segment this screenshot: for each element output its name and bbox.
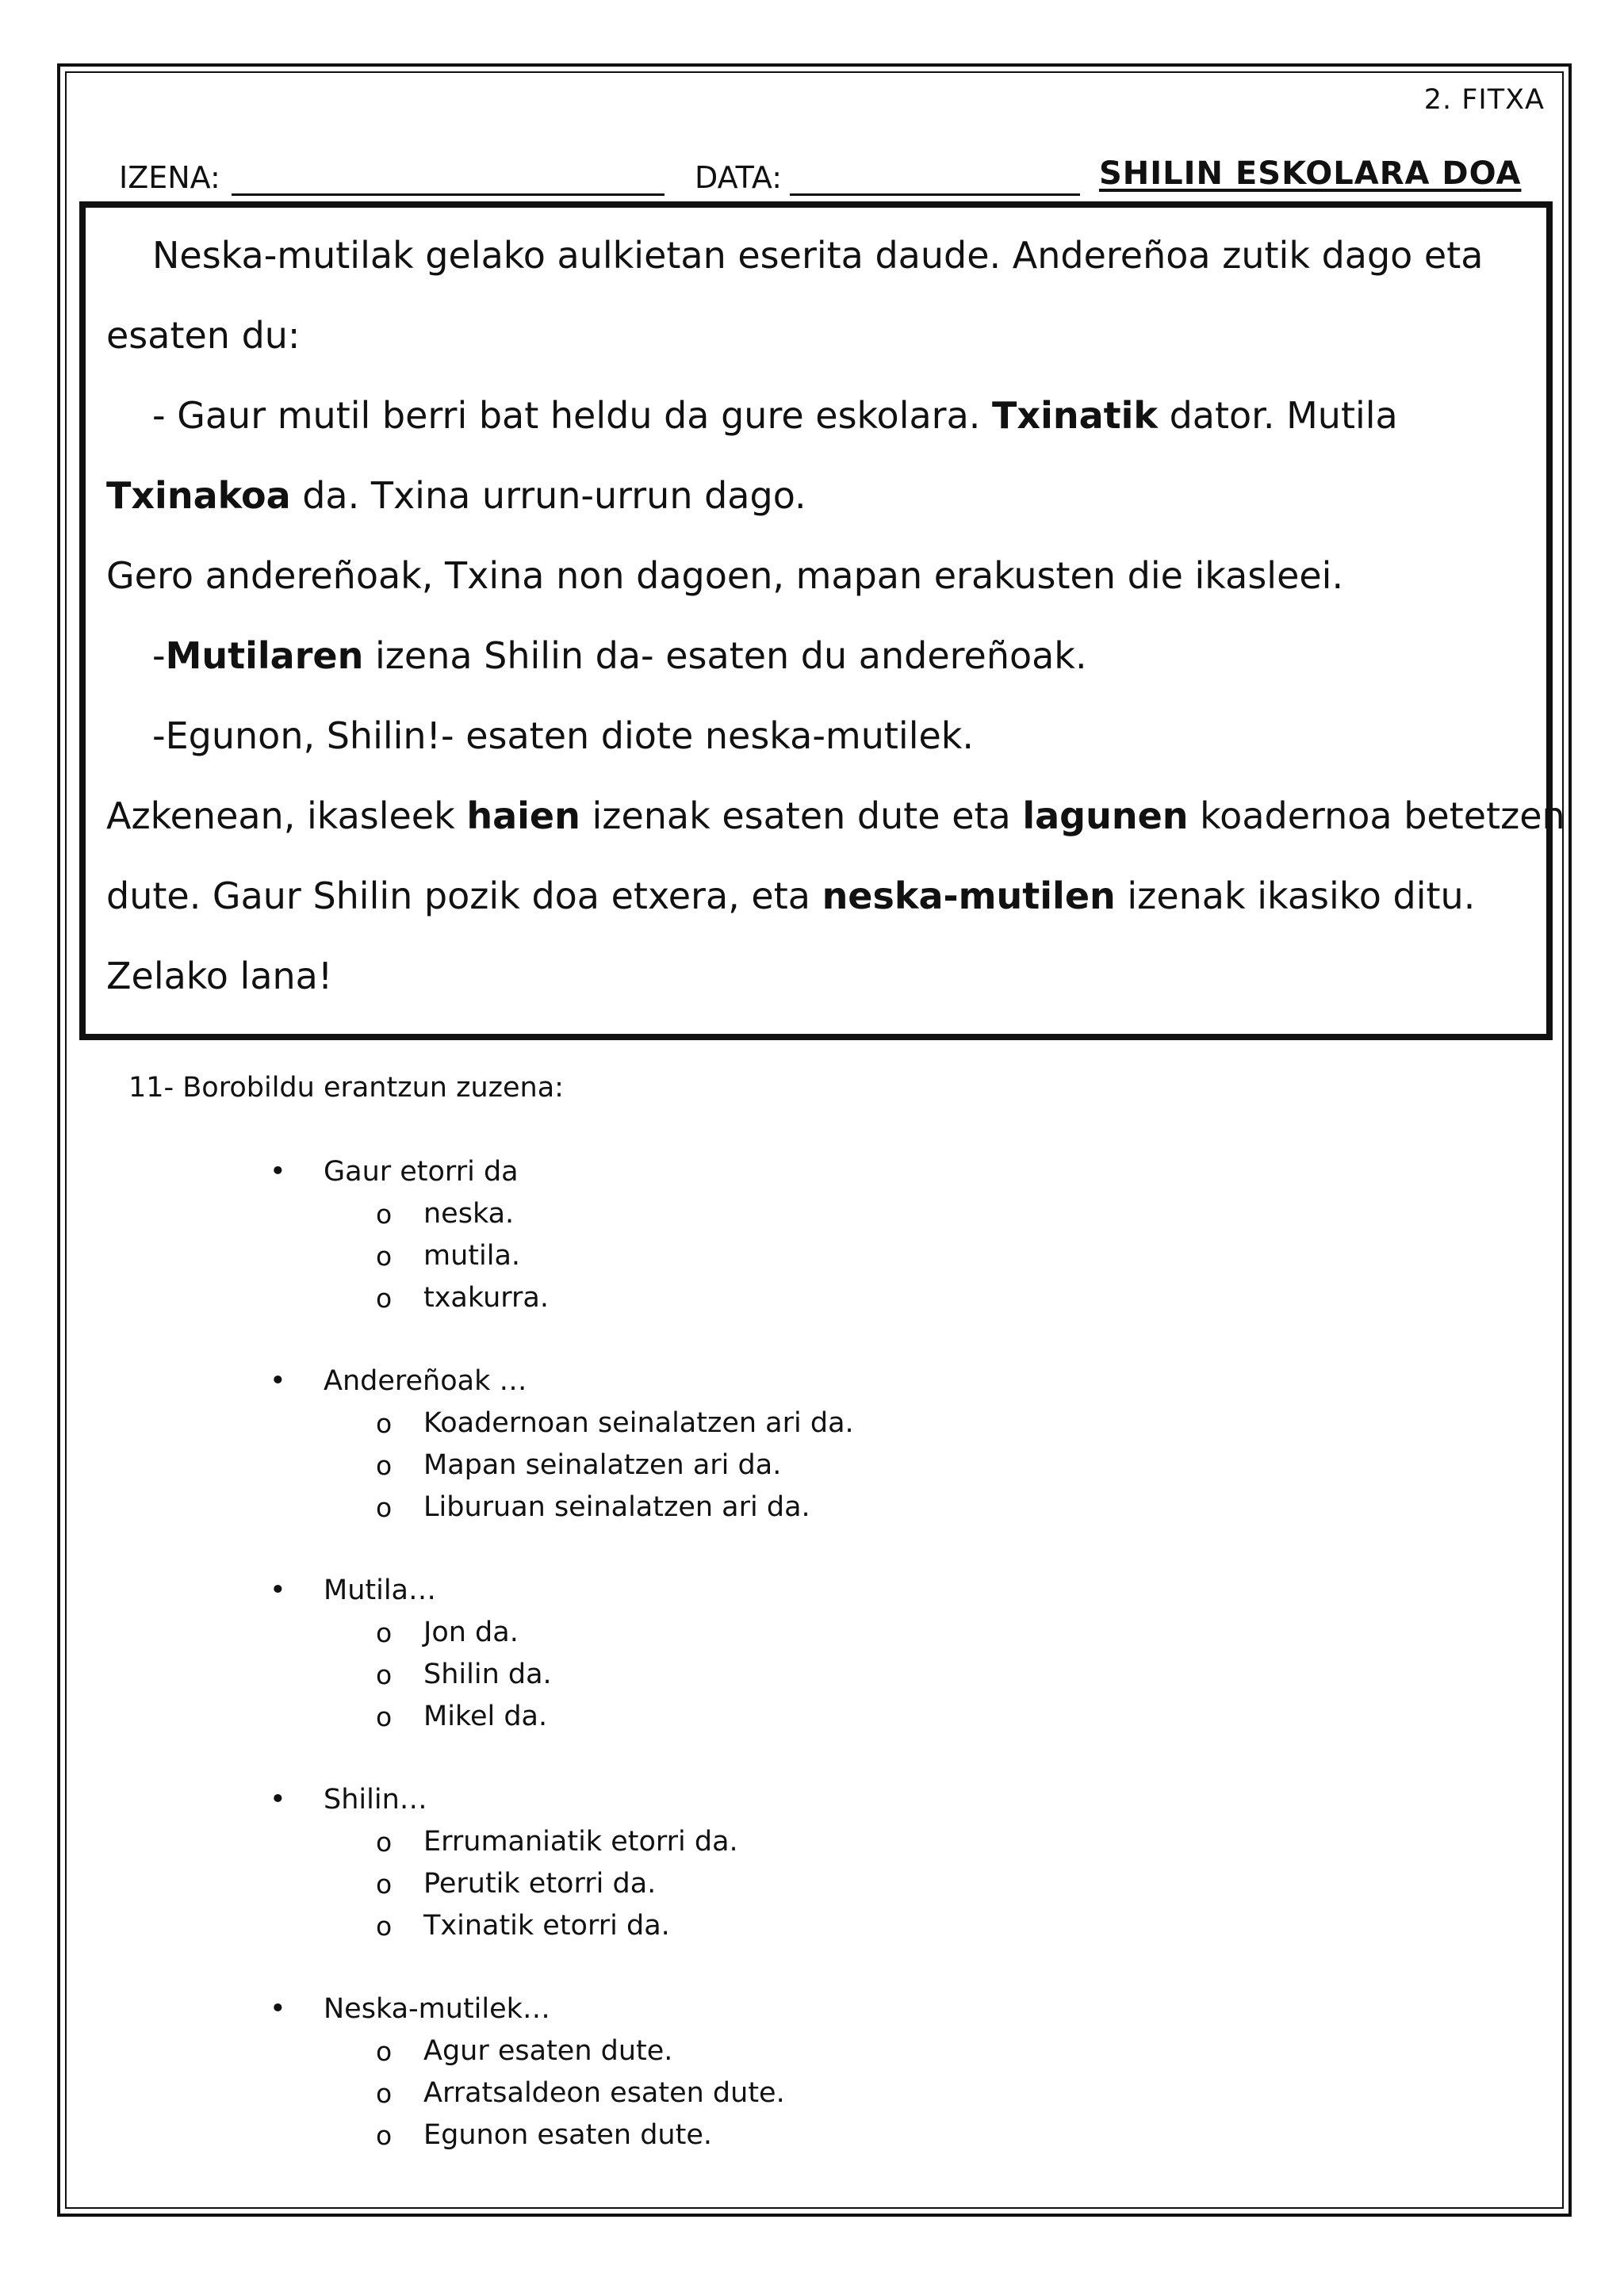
circle-option-icon: o [376, 1241, 393, 1272]
circle-option-icon: o [376, 1911, 393, 1942]
circle-option-icon: o [376, 2078, 393, 2109]
circle-option-icon: o [376, 1869, 393, 1900]
question-prompt: Neska-mutilek… [324, 1993, 550, 2025]
bullet-icon: • [270, 1993, 286, 2025]
exercise-title: 11- Borobildu erantzun zuzena: [128, 1072, 564, 1104]
bullet-icon: • [270, 1575, 286, 1606]
reading-line: - Gaur mutil berri bat heldu da gure eskolara. Txinatik dator. Mutila [152, 394, 1398, 437]
name-blank-line[interactable] [232, 193, 665, 196]
circle-option-icon: o [376, 1701, 393, 1732]
bullet-icon: • [270, 1365, 286, 1397]
worksheet-title: SHILIN ESKOLARA DOA [1099, 155, 1522, 192]
reading-line: Txinakoa da. Txina urrun-urrun dago. [106, 474, 806, 517]
circle-option-icon: o [376, 1283, 393, 1314]
circle-option-icon: o [376, 1617, 393, 1648]
circle-option-icon: o [376, 1450, 393, 1481]
question-prompt: Gaur etorri da [324, 1156, 519, 1188]
reading-line: Gero andereñoak, Txina non dagoen, mapan erakusten die ikasleei. [106, 554, 1344, 597]
circle-option-icon: o [376, 1492, 393, 1523]
circle-option-icon: o [376, 1827, 393, 1858]
question-prompt: Shilin… [324, 1784, 427, 1816]
bullet-icon: • [270, 1784, 286, 1816]
circle-option-icon: o [376, 2120, 393, 2151]
circle-option-icon: o [376, 2036, 393, 2067]
date-label: DATA: [695, 160, 783, 195]
reading-line: Neska-mutilak gelako aulkietan eserita daude. Andereñoa zutik dago eta [152, 234, 1484, 277]
reading-text [106, 216, 1565, 1016]
question-prompt: Mutila… [324, 1575, 436, 1606]
reading-line: dute. Gaur Shilin pozik doa etxera, eta neska-mutilen izenak ikasiko ditu. [106, 874, 1476, 917]
reading-line: esaten du: [106, 314, 301, 357]
worksheet-number: 2. FITXA [1423, 84, 1545, 116]
reading-line: -Egunon, Shilin!- esaten diote neska-mutilek. [152, 714, 975, 757]
circle-option-icon: o [376, 1408, 393, 1439]
reading-line: Zelako lana! [106, 955, 333, 997]
date-blank-line[interactable] [790, 193, 1080, 196]
circle-option-icon: o [376, 1199, 393, 1230]
name-label: IZENA: [119, 160, 220, 195]
circle-option-icon: o [376, 1659, 393, 1690]
reading-line: -Mutilaren izena Shilin da- esaten du andereñoak. [152, 634, 1087, 677]
reading-line: Azkenean, ikasleek haien izenak esaten dute eta lagunen koadernoa betetzen [106, 794, 1565, 837]
bullet-icon: • [270, 1156, 286, 1188]
question-prompt: Andereñoak … [324, 1365, 527, 1397]
